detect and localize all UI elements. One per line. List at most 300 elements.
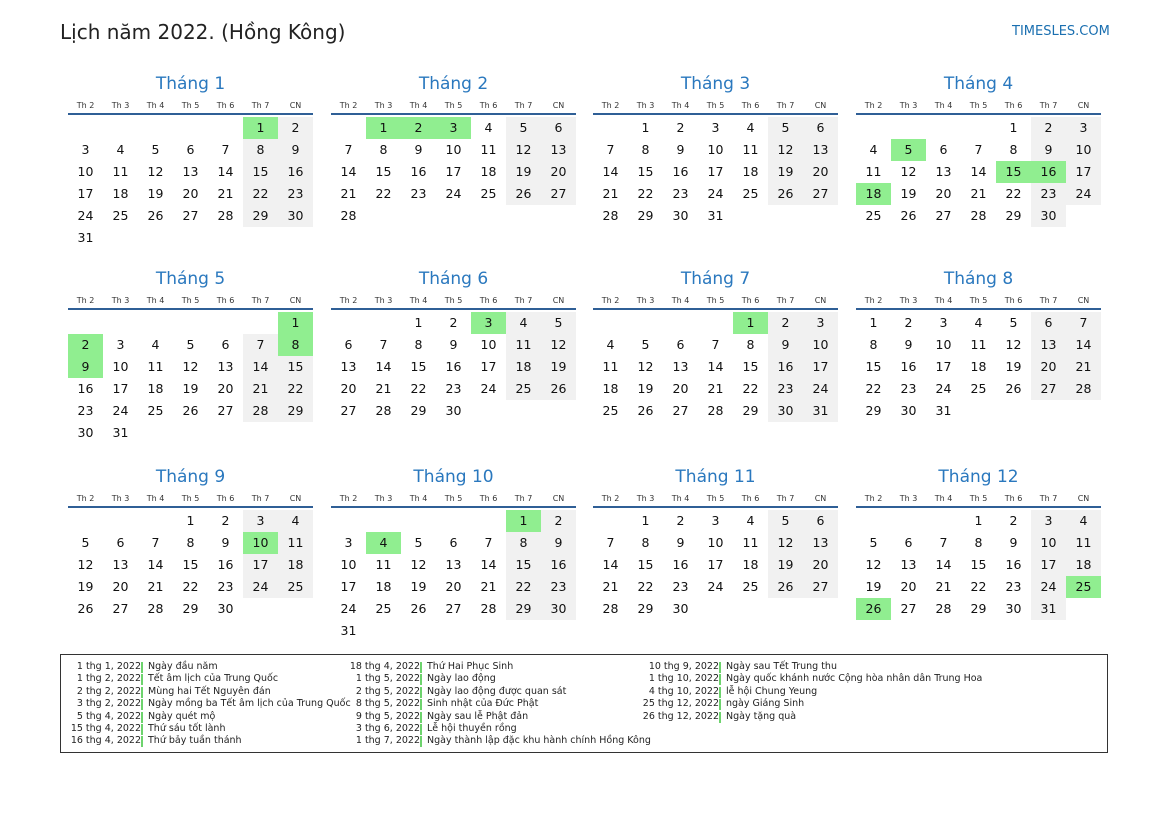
- empty-cell: [471, 510, 506, 532]
- day-cell: 27: [340, 403, 357, 418]
- day-cell: 24: [77, 208, 94, 223]
- holiday-day-cell: 3: [436, 117, 471, 139]
- day-cell: 17: [803, 356, 838, 378]
- weekday-label: Th 5: [706, 296, 725, 305]
- day-cell: 3: [81, 142, 90, 157]
- empty-cell: [331, 312, 366, 334]
- day-cell: 5: [151, 142, 160, 157]
- day-cell: 29: [742, 403, 759, 418]
- empty-cell: [103, 312, 138, 334]
- empty-cell: [138, 312, 173, 334]
- legend-date: 4 thg 10, 2022: [648, 685, 719, 697]
- weekday-label: Th 2: [76, 101, 95, 110]
- holiday-day-cell: 1: [243, 117, 278, 139]
- day-cell: 23: [672, 579, 689, 594]
- day-cell: 25: [147, 403, 164, 418]
- day-cell: 17: [1066, 161, 1101, 183]
- day-cell: 6: [344, 337, 353, 352]
- month-title: Tháng 6: [418, 269, 489, 289]
- legend-date: 15 thg 4, 2022: [70, 722, 141, 734]
- day-cell: 24: [480, 381, 497, 396]
- day-cell: 30: [77, 425, 94, 440]
- weekday-label: Th 2: [601, 494, 620, 503]
- weekday-label: Th 7: [251, 296, 270, 305]
- weekday-label: Th 4: [146, 296, 165, 305]
- weekday-header: [856, 98, 1101, 115]
- day-cell: 11: [480, 142, 497, 157]
- day-cell: 11: [865, 164, 882, 179]
- empty-cell: [961, 117, 996, 139]
- day-cell: 26: [637, 403, 654, 418]
- legend-date: 2 thg 5, 2022: [355, 685, 420, 697]
- weekday-label: CN: [1077, 296, 1090, 305]
- legend-marker: [141, 687, 143, 698]
- day-cell: 13: [803, 139, 838, 161]
- day-cell: 28: [602, 601, 619, 616]
- weekday-label: Th 6: [479, 296, 498, 305]
- day-cell: 1: [869, 315, 878, 330]
- month-title: Tháng 11: [675, 467, 756, 487]
- month-title: Tháng 12: [938, 467, 1019, 487]
- day-cell: 27: [182, 208, 199, 223]
- day-cell: 3: [711, 513, 720, 528]
- legend-marker: [719, 674, 721, 685]
- weekday-label: Th 4: [671, 101, 690, 110]
- day-grid: [68, 117, 313, 249]
- month-block: [68, 466, 313, 620]
- weekday-label: Th 2: [339, 296, 358, 305]
- day-cell: 29: [506, 598, 541, 620]
- day-cell: 13: [935, 164, 952, 179]
- day-cell: 4: [869, 142, 878, 157]
- holiday-day-cell: 4: [366, 532, 401, 554]
- legend-date: 8 thg 5, 2022: [355, 698, 420, 710]
- day-cell: 28: [1066, 378, 1101, 400]
- holiday-day-cell: 8: [278, 334, 313, 356]
- legend-marker: [420, 699, 422, 710]
- day-cell: 28: [217, 208, 234, 223]
- day-cell: 23: [1005, 579, 1022, 594]
- weekday-label: Th 6: [479, 494, 498, 503]
- day-cell: 15: [243, 161, 278, 183]
- day-cell: 17: [243, 554, 278, 576]
- day-cell: 12: [865, 557, 882, 572]
- empty-cell: [68, 117, 103, 139]
- legend-marker: [141, 724, 143, 735]
- day-cell: 22: [1005, 186, 1022, 201]
- day-cell: 27: [803, 576, 838, 598]
- legend-name: Ngày lao động: [427, 673, 496, 685]
- day-cell: 4: [151, 337, 160, 352]
- day-grid: [593, 510, 838, 620]
- day-cell: 30: [900, 403, 917, 418]
- day-cell: 19: [182, 381, 199, 396]
- day-cell: 18: [742, 557, 759, 572]
- holiday-day-cell: 2: [68, 334, 103, 356]
- legend-marker: [141, 712, 143, 723]
- day-cell: 5: [186, 337, 195, 352]
- weekday-label: Th 6: [741, 494, 760, 503]
- day-cell: 12: [506, 139, 541, 161]
- weekday-label: CN: [814, 296, 827, 305]
- day-cell: 18: [375, 579, 392, 594]
- day-cell: 17: [1031, 554, 1066, 576]
- day-cell: 7: [974, 142, 983, 157]
- legend-date: 3 thg 2, 2022: [76, 698, 141, 710]
- day-cell: 31: [1031, 598, 1066, 620]
- weekday-label: Th 2: [864, 101, 883, 110]
- day-cell: 8: [1009, 142, 1018, 157]
- day-cell: 24: [445, 186, 462, 201]
- day-cell: 15: [970, 557, 987, 572]
- day-cell: 13: [900, 557, 917, 572]
- empty-cell: [331, 510, 366, 532]
- weekday-label: Th 3: [374, 296, 393, 305]
- day-cell: 26: [147, 208, 164, 223]
- weekday-label: Th 4: [409, 494, 428, 503]
- day-cell: 30: [672, 208, 689, 223]
- legend-name: Ngày quét mộ: [148, 710, 216, 722]
- day-cell: 10: [77, 164, 94, 179]
- empty-cell: [243, 312, 278, 334]
- day-cell: 8: [243, 139, 278, 161]
- day-cell: 25: [112, 208, 129, 223]
- empty-cell: [593, 312, 628, 334]
- holiday-day-cell: 1: [733, 312, 768, 334]
- day-cell: 22: [742, 381, 759, 396]
- day-cell: 16: [445, 359, 462, 374]
- day-grid: [593, 117, 838, 227]
- legend-marker: [420, 662, 422, 673]
- day-cell: 23: [410, 186, 427, 201]
- day-cell: 11: [112, 164, 129, 179]
- day-cell: 12: [77, 557, 94, 572]
- empty-cell: [68, 510, 103, 532]
- day-cell: 7: [1066, 312, 1101, 334]
- month-block: [856, 268, 1101, 422]
- day-cell: 13: [217, 359, 234, 374]
- day-cell: 5: [506, 117, 541, 139]
- day-cell: 17: [445, 164, 462, 179]
- day-cell: 16: [541, 554, 576, 576]
- day-cell: 25: [602, 403, 619, 418]
- day-cell: 14: [935, 557, 952, 572]
- legend-name: Ngày sau Tết Trung thu: [726, 661, 837, 672]
- day-cell: 20: [803, 161, 838, 183]
- day-cell: 9: [278, 139, 313, 161]
- legend-date: 10 thg 9, 2022: [648, 661, 719, 672]
- day-cell: 12: [637, 359, 654, 374]
- day-cell: 29: [637, 208, 654, 223]
- day-cell: 2: [1031, 117, 1066, 139]
- day-cell: 18: [506, 356, 541, 378]
- weekday-header: [331, 491, 576, 508]
- day-cell: 26: [541, 378, 576, 400]
- day-cell: 26: [768, 183, 803, 205]
- weekday-label: Th 5: [181, 494, 200, 503]
- month-block: [68, 268, 313, 444]
- day-cell: 29: [637, 601, 654, 616]
- day-cell: 21: [243, 378, 278, 400]
- empty-cell: [891, 117, 926, 139]
- day-cell: 30: [1005, 601, 1022, 616]
- holiday-day-cell: 15: [996, 161, 1031, 183]
- brand-link[interactable]: TIMESLES.COM: [1012, 24, 1110, 39]
- legend-date: 26 thg 12, 2022: [642, 710, 719, 722]
- day-cell: 14: [375, 359, 392, 374]
- day-cell: 2: [676, 120, 685, 135]
- day-cell: 23: [672, 186, 689, 201]
- day-cell: 19: [768, 161, 803, 183]
- day-cell: 12: [768, 532, 803, 554]
- weekday-label: Th 3: [899, 101, 918, 110]
- empty-cell: [331, 117, 366, 139]
- day-cell: 5: [869, 535, 878, 550]
- day-grid: [593, 312, 838, 422]
- legend-name: Mùng hai Tết Nguyên đán: [148, 685, 271, 697]
- legend-date: 2 thg 2, 2022: [76, 685, 141, 697]
- day-cell: 19: [900, 186, 917, 201]
- day-cell: 24: [1066, 183, 1101, 205]
- month-block: [331, 466, 576, 642]
- day-cell: 31: [77, 230, 94, 245]
- day-cell: 16: [1005, 557, 1022, 572]
- day-cell: 27: [1031, 378, 1066, 400]
- day-cell: 7: [344, 142, 353, 157]
- day-cell: 21: [217, 186, 234, 201]
- month-title: Tháng 8: [943, 269, 1014, 289]
- weekday-label: Th 5: [444, 494, 463, 503]
- day-cell: 26: [768, 576, 803, 598]
- holiday-day-cell: 16: [1031, 161, 1066, 183]
- legend-date: 16 thg 4, 2022: [70, 735, 141, 747]
- empty-cell: [593, 117, 628, 139]
- weekday-label: Th 6: [216, 494, 235, 503]
- day-cell: 27: [445, 601, 462, 616]
- day-cell: 7: [484, 535, 493, 550]
- day-cell: 8: [379, 142, 388, 157]
- day-cell: 23: [541, 576, 576, 598]
- legend-name: Ngày lao động được quan sát: [427, 685, 567, 697]
- month-block: [593, 268, 838, 422]
- day-cell: 28: [480, 601, 497, 616]
- weekday-label: Th 3: [374, 101, 393, 110]
- day-cell: 16: [278, 161, 313, 183]
- legend-date: 5 thg 4, 2022: [76, 710, 141, 722]
- day-cell: 20: [803, 554, 838, 576]
- weekday-label: CN: [814, 101, 827, 110]
- day-cell: 20: [1031, 356, 1066, 378]
- day-cell: 17: [77, 186, 94, 201]
- day-cell: 2: [768, 312, 803, 334]
- day-cell: 18: [112, 186, 129, 201]
- legend-marker: [420, 712, 422, 723]
- day-cell: 5: [414, 535, 423, 550]
- weekday-label: Th 3: [111, 296, 130, 305]
- day-cell: 22: [375, 186, 392, 201]
- day-cell: 29: [970, 601, 987, 616]
- weekday-label: Th 7: [776, 101, 795, 110]
- day-cell: 11: [602, 359, 619, 374]
- day-cell: 6: [1031, 312, 1066, 334]
- weekday-label: Th 5: [181, 296, 200, 305]
- weekday-label: CN: [1077, 494, 1090, 503]
- weekday-header: [68, 491, 313, 508]
- month-block: [856, 466, 1101, 620]
- day-grid: [331, 312, 576, 422]
- day-cell: 3: [116, 337, 125, 352]
- day-cell: 6: [449, 535, 458, 550]
- day-cell: 28: [340, 208, 357, 223]
- day-cell: 20: [672, 381, 689, 396]
- day-cell: 26: [506, 183, 541, 205]
- weekday-label: CN: [289, 101, 302, 110]
- day-cell: 16: [768, 356, 803, 378]
- day-cell: 13: [803, 532, 838, 554]
- day-cell: 7: [243, 334, 278, 356]
- empty-cell: [173, 312, 208, 334]
- day-cell: 19: [865, 579, 882, 594]
- day-cell: 26: [182, 403, 199, 418]
- day-cell: 11: [147, 359, 164, 374]
- day-cell: 1: [974, 513, 983, 528]
- weekday-label: CN: [289, 494, 302, 503]
- day-cell: 10: [112, 359, 129, 374]
- day-cell: 20: [445, 579, 462, 594]
- day-cell: 14: [217, 164, 234, 179]
- day-cell: 20: [541, 161, 576, 183]
- day-cell: 16: [672, 557, 689, 572]
- weekday-label: Th 6: [741, 296, 760, 305]
- day-cell: 26: [410, 601, 427, 616]
- day-cell: 6: [221, 337, 230, 352]
- holiday-day-cell: 5: [891, 139, 926, 161]
- day-cell: 28: [243, 400, 278, 422]
- legend-name: Ngày tặng quà: [726, 710, 797, 722]
- day-cell: 8: [641, 535, 650, 550]
- legend-marker: [420, 674, 422, 685]
- empty-cell: [138, 510, 173, 532]
- day-cell: 22: [243, 183, 278, 205]
- holiday-day-cell: 1: [278, 312, 313, 334]
- empty-cell: [208, 117, 243, 139]
- day-cell: 27: [112, 601, 129, 616]
- page-title: Lịch năm 2022. (Hồng Kông): [60, 20, 346, 44]
- month-block: [331, 268, 576, 422]
- day-cell: 16: [410, 164, 427, 179]
- day-cell: 13: [541, 139, 576, 161]
- day-cell: 15: [278, 356, 313, 378]
- legend-name: Ngày đầu năm: [148, 661, 218, 672]
- legend-name: Ngày quốc khánh nước Cộng hòa nhân dân Trung Hoa: [726, 673, 983, 685]
- weekday-label: Th 4: [671, 494, 690, 503]
- day-cell: 10: [1066, 139, 1101, 161]
- weekday-label: Th 6: [1004, 296, 1023, 305]
- holiday-legend: [60, 654, 1108, 753]
- weekday-label: Th 7: [1039, 296, 1058, 305]
- day-cell: 2: [278, 117, 313, 139]
- day-cell: 21: [1066, 356, 1101, 378]
- legend-name: Ngày mồng ba Tết âm lịch của Trung Quốc: [148, 698, 351, 710]
- day-cell: 1: [641, 120, 650, 135]
- weekday-label: Th 6: [216, 101, 235, 110]
- day-cell: 24: [1031, 576, 1066, 598]
- weekday-label: CN: [552, 494, 565, 503]
- weekday-label: Th 2: [601, 296, 620, 305]
- day-grid: [856, 312, 1101, 422]
- day-cell: 15: [742, 359, 759, 374]
- day-cell: 27: [541, 183, 576, 205]
- weekday-header: [593, 491, 838, 508]
- day-cell: 1: [1009, 120, 1018, 135]
- empty-cell: [698, 312, 733, 334]
- day-cell: 4: [506, 312, 541, 334]
- day-cell: 24: [707, 186, 724, 201]
- weekday-label: CN: [289, 296, 302, 305]
- month-title: Tháng 2: [418, 74, 489, 94]
- day-cell: 5: [1009, 315, 1018, 330]
- day-cell: 27: [900, 601, 917, 616]
- day-cell: 22: [506, 576, 541, 598]
- holiday-day-cell: 2: [401, 117, 436, 139]
- weekday-label: Th 3: [111, 101, 130, 110]
- day-cell: 2: [1009, 513, 1018, 528]
- day-cell: 17: [707, 164, 724, 179]
- empty-cell: [103, 117, 138, 139]
- day-cell: 31: [340, 623, 357, 638]
- weekday-label: Th 7: [514, 296, 533, 305]
- day-cell: 15: [506, 554, 541, 576]
- weekday-label: Th 6: [741, 101, 760, 110]
- weekday-label: Th 5: [969, 494, 988, 503]
- day-cell: 12: [410, 557, 427, 572]
- legend-date: 3 thg 6, 2022: [355, 722, 420, 734]
- day-cell: 6: [541, 117, 576, 139]
- day-cell: 22: [865, 381, 882, 396]
- month-block: [593, 73, 838, 227]
- day-cell: 2: [449, 315, 458, 330]
- day-cell: 31: [112, 425, 129, 440]
- legend-marker: [141, 662, 143, 673]
- day-cell: 1: [414, 315, 423, 330]
- legend-name: Lễ hội thuyền rồng: [427, 722, 517, 734]
- legend-marker: [719, 687, 721, 698]
- day-grid: [68, 312, 313, 444]
- day-cell: 20: [182, 186, 199, 201]
- month-title: Tháng 1: [155, 74, 226, 94]
- weekday-label: Th 5: [706, 494, 725, 503]
- day-cell: 20: [112, 579, 129, 594]
- day-cell: 29: [410, 403, 427, 418]
- day-cell: 6: [116, 535, 125, 550]
- day-cell: 15: [182, 557, 199, 572]
- day-cell: 28: [375, 403, 392, 418]
- legend-date: 1 thg 7, 2022: [355, 735, 420, 747]
- day-cell: 19: [541, 356, 576, 378]
- day-cell: 29: [865, 403, 882, 418]
- weekday-label: Th 3: [111, 494, 130, 503]
- day-cell: 7: [606, 142, 615, 157]
- day-cell: 20: [900, 579, 917, 594]
- day-cell: 11: [742, 142, 759, 157]
- day-cell: 9: [768, 334, 803, 356]
- weekday-label: Th 2: [76, 296, 95, 305]
- weekday-label: Th 3: [636, 101, 655, 110]
- day-cell: 11: [506, 334, 541, 356]
- day-cell: 18: [480, 164, 497, 179]
- day-cell: 24: [803, 378, 838, 400]
- day-cell: 8: [414, 337, 423, 352]
